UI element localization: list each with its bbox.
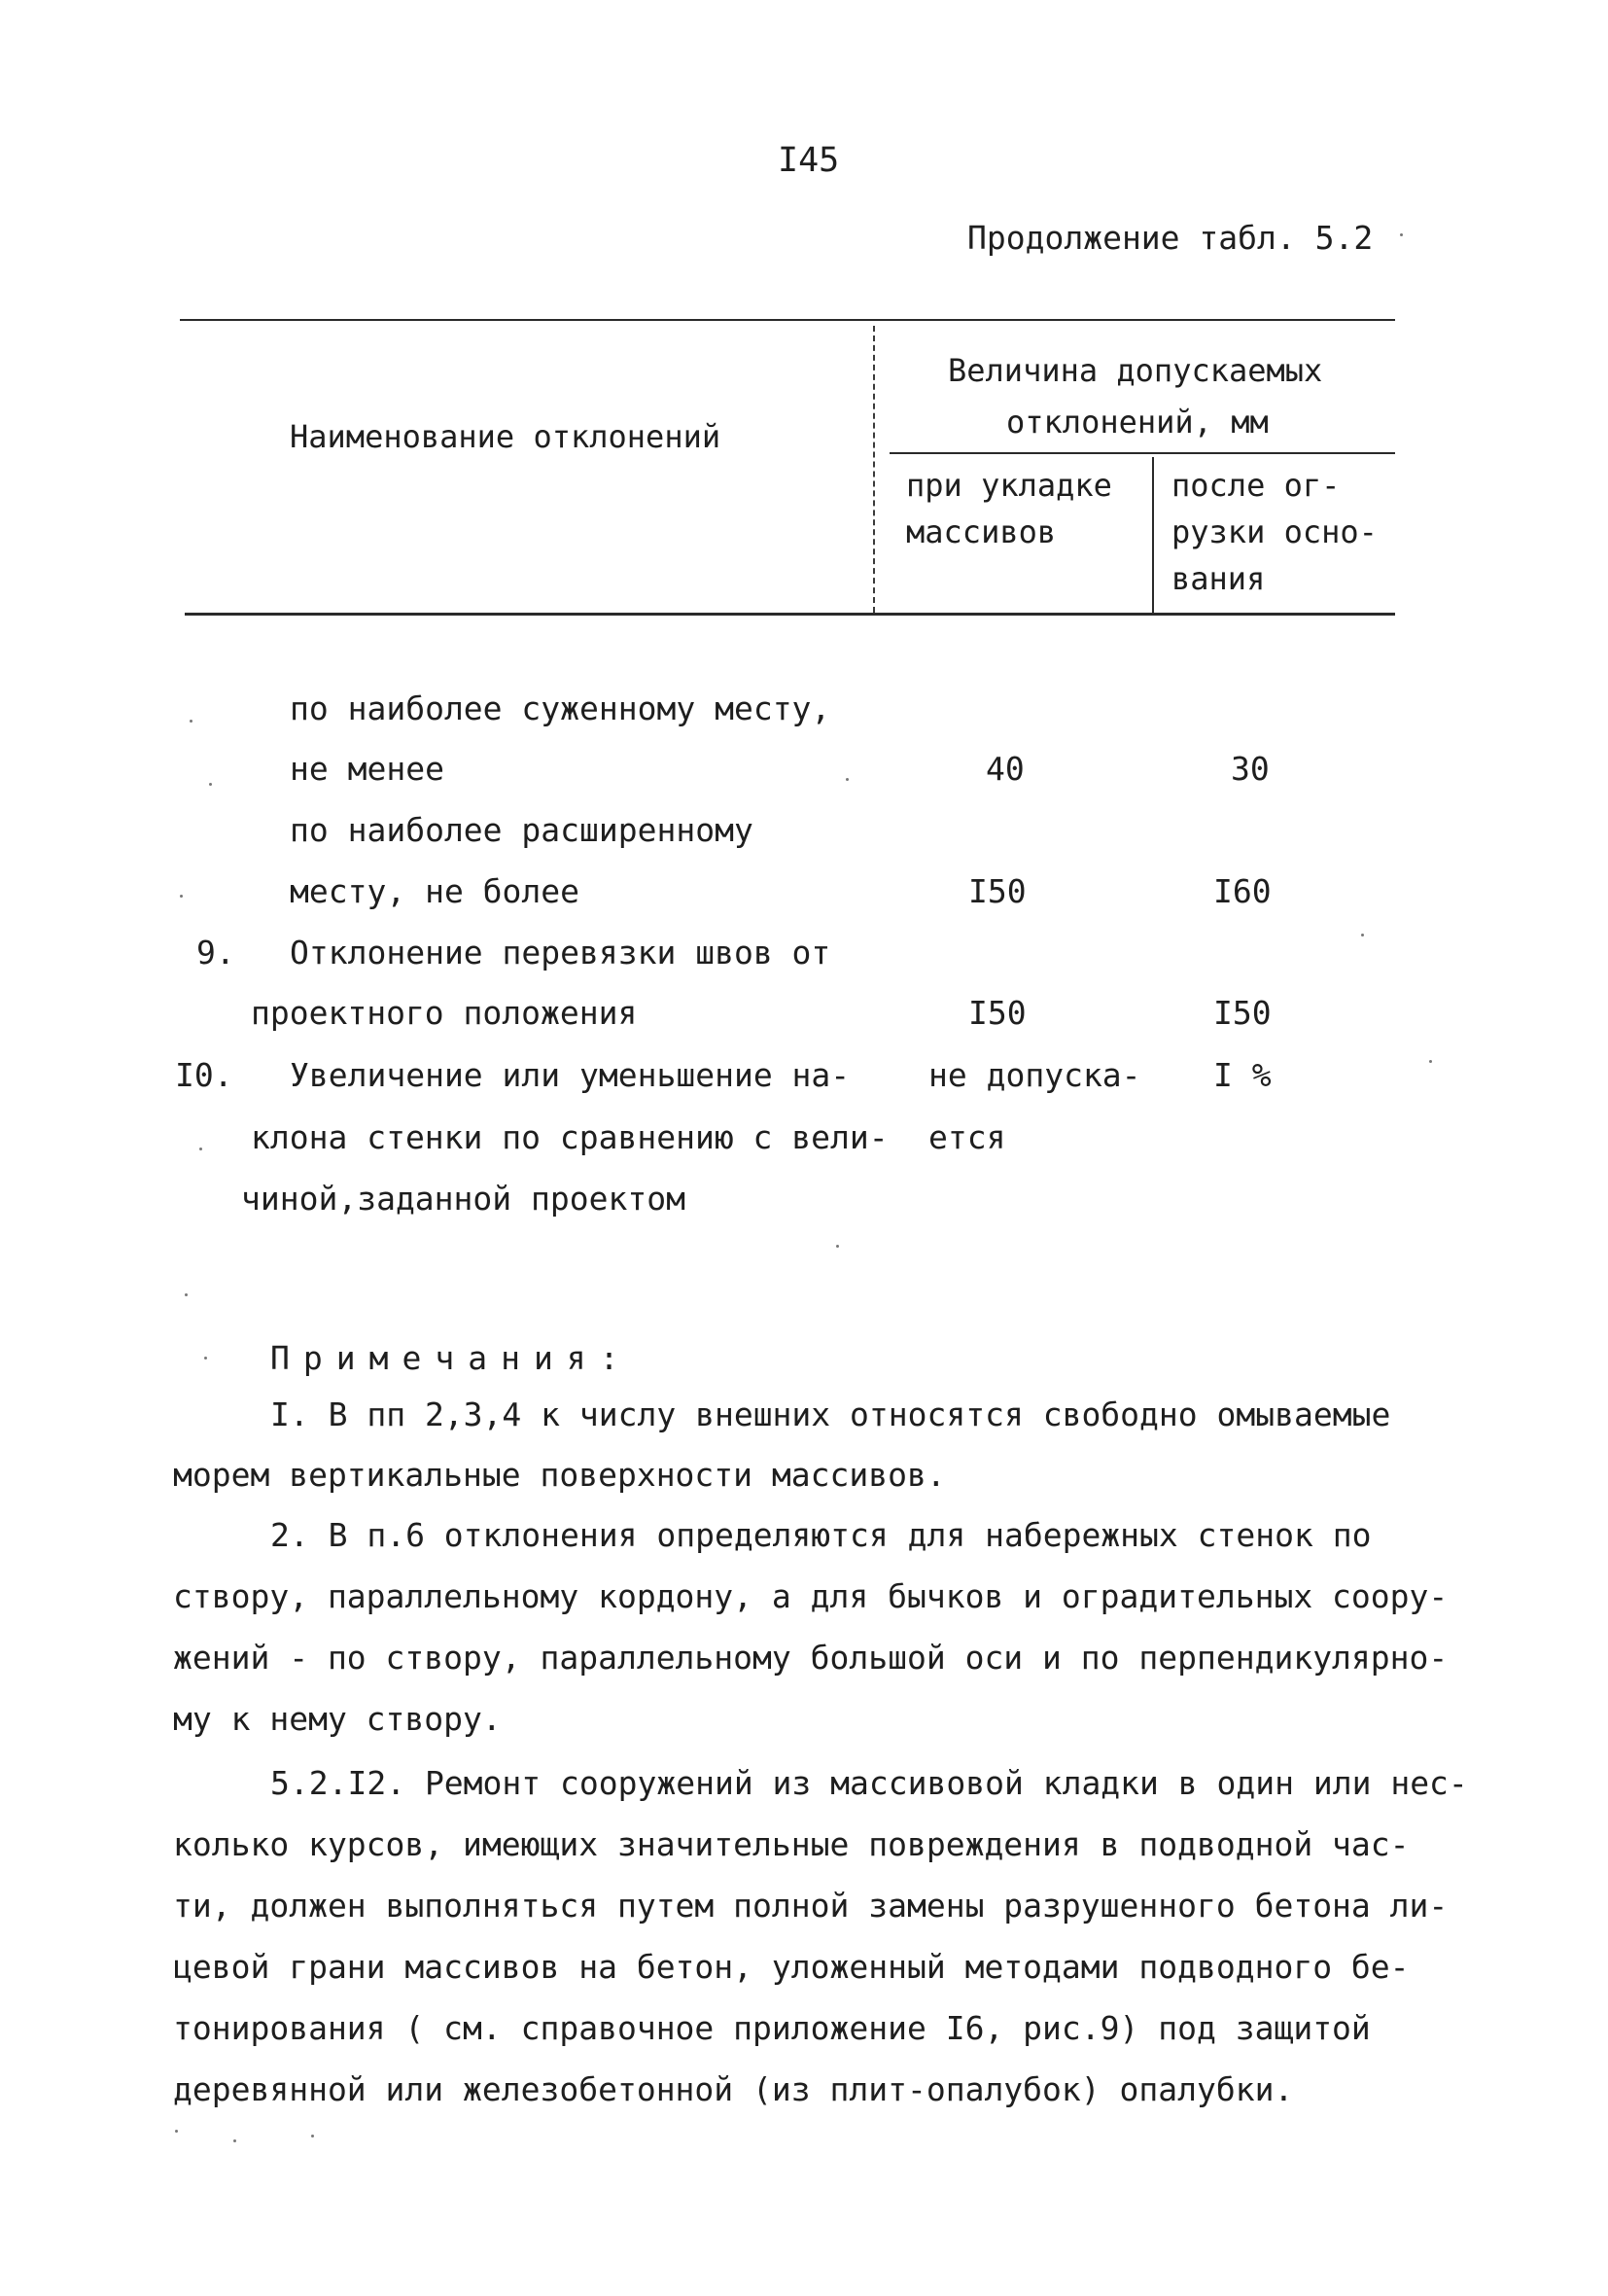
- paragraph-line-6: деревянной или железобетонной (из плит-опалубок) опалубки.: [173, 2070, 1294, 2108]
- header-name-column: Наименование отклонений: [290, 418, 721, 455]
- table-row-4-value-1-line1: не допуска-: [928, 1056, 1141, 1094]
- table-top-rule: [180, 319, 1395, 321]
- table-row-3-line1: Отклонение перевязки швов от: [290, 934, 831, 971]
- scan-speck: [204, 1357, 207, 1360]
- table-row-1-line2: не менее: [290, 750, 444, 788]
- scan-speck: [233, 2139, 236, 2142]
- header-sub-col-1-line2: массивов: [906, 513, 1057, 550]
- table-row-1-value-1: 40: [986, 750, 1025, 788]
- header-values-group-line1: Величина допускаемых: [948, 352, 1323, 389]
- notes-title: Примечания:: [270, 1339, 633, 1377]
- table-row-3-line2: проектного положения: [251, 994, 638, 1032]
- scan-speck: [846, 778, 849, 781]
- scan-speck: [209, 783, 212, 786]
- scan-speck: [199, 1148, 202, 1150]
- header-values-group-line2: отклонений, мм: [1006, 404, 1269, 441]
- note-2-line2: створу, параллельному кордону, а для бычков и оградительных соору-: [173, 1577, 1449, 1615]
- note-1-line1: I. В пп 2,3,4 к числу внешних относятся свободно омываемые: [270, 1395, 1391, 1433]
- name-column-divider: [873, 326, 875, 613]
- table-row-1-value-2: 30: [1231, 750, 1270, 788]
- table-row-3-number: 9.: [196, 934, 235, 971]
- header-sub-col-2-line1: после ог-: [1171, 467, 1341, 504]
- scan-speck: [1429, 1060, 1432, 1063]
- paragraph-line-1: 5.2.I2. Ремонт сооружений из массивовой кладки в один или нес-: [270, 1764, 1468, 1802]
- subcolumn-divider: [1152, 457, 1154, 613]
- table-row-4-line2: клона стенки по сравнению с вели-: [251, 1118, 889, 1156]
- scan-speck: [175, 2130, 178, 2133]
- table-row-4-line3: чиной,заданной проектом: [241, 1180, 685, 1218]
- paragraph-line-5: тонирования ( см. справочное приложение I6, рис.9) под защитой: [173, 2009, 1371, 2047]
- table-row-4-line1: Увеличение или уменьшение на-: [290, 1056, 851, 1094]
- paragraph-line-2: колько курсов, имеющих значительные повреждения в подводной час-: [173, 1825, 1410, 1863]
- note-2-line1: 2. В п.6 отклонения определяются для набережных стенок по: [270, 1516, 1372, 1554]
- table-row-2-line2: месту, не более: [290, 872, 580, 910]
- scan-speck: [311, 2135, 314, 2137]
- table-row-2-value-1: I50: [968, 872, 1027, 910]
- note-2-line3: жений - по створу, параллельному большой оси и по перпендикулярно-: [173, 1639, 1449, 1677]
- paragraph-line-3: ти, должен выполняться путем полной замены разрушенного бетона ли-: [173, 1887, 1449, 1925]
- table-row-4-value-1-line2: ется: [928, 1118, 1006, 1156]
- scan-speck: [190, 720, 192, 723]
- table-row-4-value-2: I %: [1213, 1056, 1272, 1094]
- table-row-3-value-1: I50: [968, 994, 1027, 1032]
- header-sub-col-2-line3: вания: [1171, 560, 1266, 597]
- table-row-2-value-2: I60: [1213, 872, 1272, 910]
- scan-speck: [836, 1245, 839, 1248]
- note-2-line4: му к нему створу.: [173, 1700, 502, 1738]
- page-number: I45: [778, 141, 840, 180]
- scan-speck: [1361, 934, 1364, 936]
- header-sub-col-1-line1: при укладке: [906, 467, 1112, 504]
- scan-speck: [1400, 233, 1403, 236]
- table-row-4-number: I0.: [175, 1056, 233, 1094]
- table-row-3-value-2: I50: [1213, 994, 1272, 1032]
- note-1-line2: морем вертикальные поверхности массивов.: [173, 1456, 946, 1494]
- paragraph-line-4: цевой грани массивов на бетон, уложенный методами подводного бе-: [173, 1948, 1410, 1986]
- table-continuation-label: Продолжение табл. 5.2: [967, 219, 1374, 257]
- values-group-rule: [890, 452, 1395, 454]
- scan-speck: [180, 895, 183, 898]
- table-header-bottom-rule: [185, 613, 1395, 616]
- table-row-2-line1: по наиболее расширенному: [290, 811, 753, 849]
- header-sub-col-2-line2: рузки осно-: [1171, 513, 1378, 550]
- table-row-1-line1: по наиболее суженному месту,: [290, 689, 831, 727]
- scan-speck: [185, 1293, 188, 1296]
